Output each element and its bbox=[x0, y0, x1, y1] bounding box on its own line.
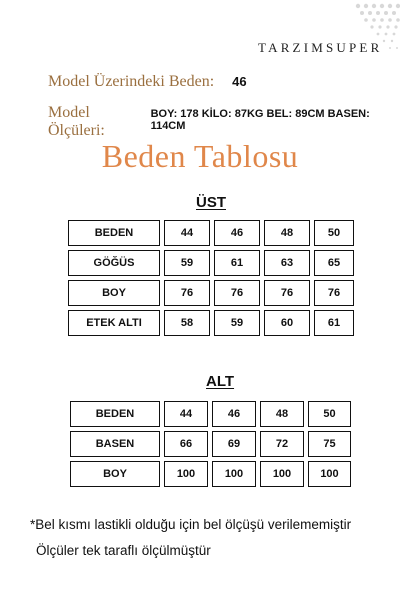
model-size-label: Model Üzerindeki Beden: bbox=[48, 73, 215, 90]
table-cell: 100 bbox=[164, 461, 208, 487]
alt-section-title: ALT bbox=[206, 373, 235, 390]
table-row bbox=[68, 250, 354, 276]
table-cell: 75 bbox=[308, 431, 351, 457]
table-cell: 61 bbox=[214, 250, 260, 276]
table-cell: 46 bbox=[212, 401, 256, 427]
model-measurements-label: Model Ölçüleri: bbox=[48, 104, 105, 139]
table-cell: 72 bbox=[260, 431, 304, 457]
table-row bbox=[68, 310, 354, 336]
table-row bbox=[70, 431, 351, 457]
table-cell: 59 bbox=[214, 310, 260, 336]
table-cell: BOY bbox=[68, 280, 160, 306]
table-cell: 60 bbox=[264, 310, 310, 336]
table-cell: BASEN bbox=[70, 431, 160, 457]
table-cell: 50 bbox=[314, 220, 354, 246]
table-row bbox=[68, 220, 354, 246]
table-cell: GÖĞÜS bbox=[68, 250, 160, 276]
table-cell: 63 bbox=[264, 250, 310, 276]
table-cell: 58 bbox=[164, 310, 210, 336]
table-cell: 100 bbox=[212, 461, 256, 487]
page-title: Beden Tablosu bbox=[101, 138, 299, 174]
table-cell: 59 bbox=[164, 250, 210, 276]
table-cell: 76 bbox=[314, 280, 354, 306]
table-cell: 76 bbox=[214, 280, 260, 306]
table-cell: 48 bbox=[260, 401, 304, 427]
table-cell: 69 bbox=[212, 431, 256, 457]
table-cell: 61 bbox=[314, 310, 354, 336]
ust-size-table bbox=[64, 216, 358, 340]
model-measurements-value: BOY: 178 KİLO: 87KG BEL: 89CM BASEN: 114CM bbox=[150, 108, 370, 132]
table-row bbox=[68, 280, 354, 306]
table-row bbox=[70, 401, 351, 427]
table-cell: BEDEN bbox=[68, 220, 160, 246]
table-cell: BOY bbox=[70, 461, 160, 487]
note-elastic-waist: *Bel kısmı lastikli olduğu için bel ölçüşü verilememiştir bbox=[30, 517, 352, 532]
table-cell: ETEK ALTI bbox=[68, 310, 160, 336]
note-one-side-measure: Ölçüler tek taraflı ölçülmüştür bbox=[36, 543, 211, 558]
model-measurements-row bbox=[48, 104, 400, 140]
table-cell: 65 bbox=[314, 250, 354, 276]
ust-section-title: ÜST bbox=[196, 194, 226, 211]
table-cell: 46 bbox=[214, 220, 260, 246]
brand-logo: TARZIMSUPER bbox=[258, 40, 383, 55]
table-row bbox=[70, 461, 351, 487]
table-cell: 50 bbox=[308, 401, 351, 427]
table-cell: 76 bbox=[164, 280, 210, 306]
table-cell: 66 bbox=[164, 431, 208, 457]
alt-size-table bbox=[66, 397, 355, 491]
model-size-row bbox=[48, 73, 247, 91]
table-cell: 48 bbox=[264, 220, 310, 246]
table-cell: 44 bbox=[164, 220, 210, 246]
table-cell: 100 bbox=[308, 461, 351, 487]
table-cell: BEDEN bbox=[70, 401, 160, 427]
table-cell: 44 bbox=[164, 401, 208, 427]
table-cell: 100 bbox=[260, 461, 304, 487]
model-size-value: 46 bbox=[232, 74, 247, 89]
table-cell: 76 bbox=[264, 280, 310, 306]
